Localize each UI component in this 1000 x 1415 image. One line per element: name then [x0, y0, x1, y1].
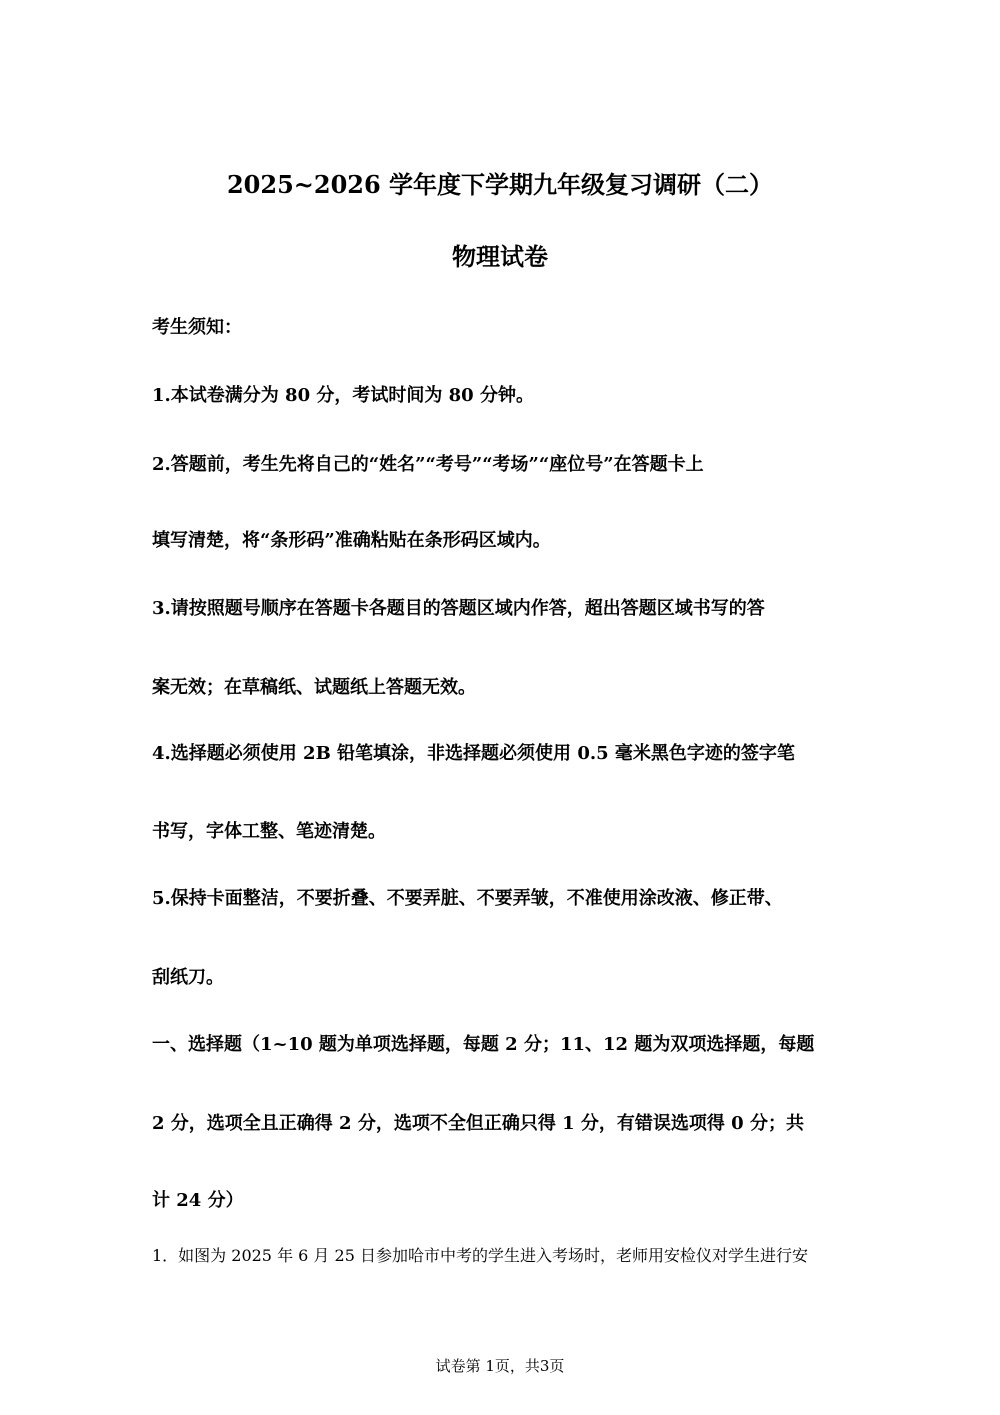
page-footer: 试卷第 1页，共3页 [435, 1357, 565, 1375]
section-heading-line-2: 2 分，选项全且正确得 2 分，选项不全但正确只得 1 分，有错误选项得 0 分；共 [152, 1113, 804, 1134]
section-heading-line-3: 计 24 分） [152, 1190, 244, 1211]
exam-subtitle: 物理试卷 [452, 242, 548, 271]
notice-line-6: 4.选择题必须使用 2B 铅笔填涂，非选择题必须使用 0.5 毫米黑色字迹的签字笔 [152, 743, 795, 764]
notice-line-8: 5.保持卡面整洁，不要折叠、不要弄脏、不要弄皱，不准使用涂改液、修正带、 [152, 888, 783, 909]
notice-heading: 考生须知： [152, 317, 242, 338]
section-heading-line-1: 一、选择题（1~10 题为单项选择题，每题 2 分；11、12 题为双项选择题，每题 [152, 1034, 815, 1055]
notice-line-9: 刮纸刀。 [152, 967, 224, 988]
notice-line-5: 案无效；在草稿纸、试题纸上答题无效。 [152, 677, 476, 698]
notice-line-3: 填写清楚，将“条形码”准确粘贴在条形码区域内。 [152, 530, 551, 551]
notice-line-4: 3.请按照题号顺序在答题卡各题目的答题区域内作答，超出答题区域书写的答 [152, 598, 765, 619]
question-1-text: 1．如图为 2025 年 6 月 25 日参加哈市中考的学生进入考场时，老师用安检仪对学生进行安 [152, 1246, 808, 1265]
exam-title: 2025~2026 学年度下学期九年级复习调研（二） [226, 170, 774, 199]
notice-line-7: 书写，字体工整、笔迹清楚。 [152, 821, 386, 842]
notice-line-2: 2.答题前，考生先将自己的“姓名”“考号”“考场”“座位号”在答题卡上 [152, 454, 704, 475]
notice-line-1: 1.本试卷满分为 80 分，考试时间为 80 分钟。 [152, 385, 534, 406]
